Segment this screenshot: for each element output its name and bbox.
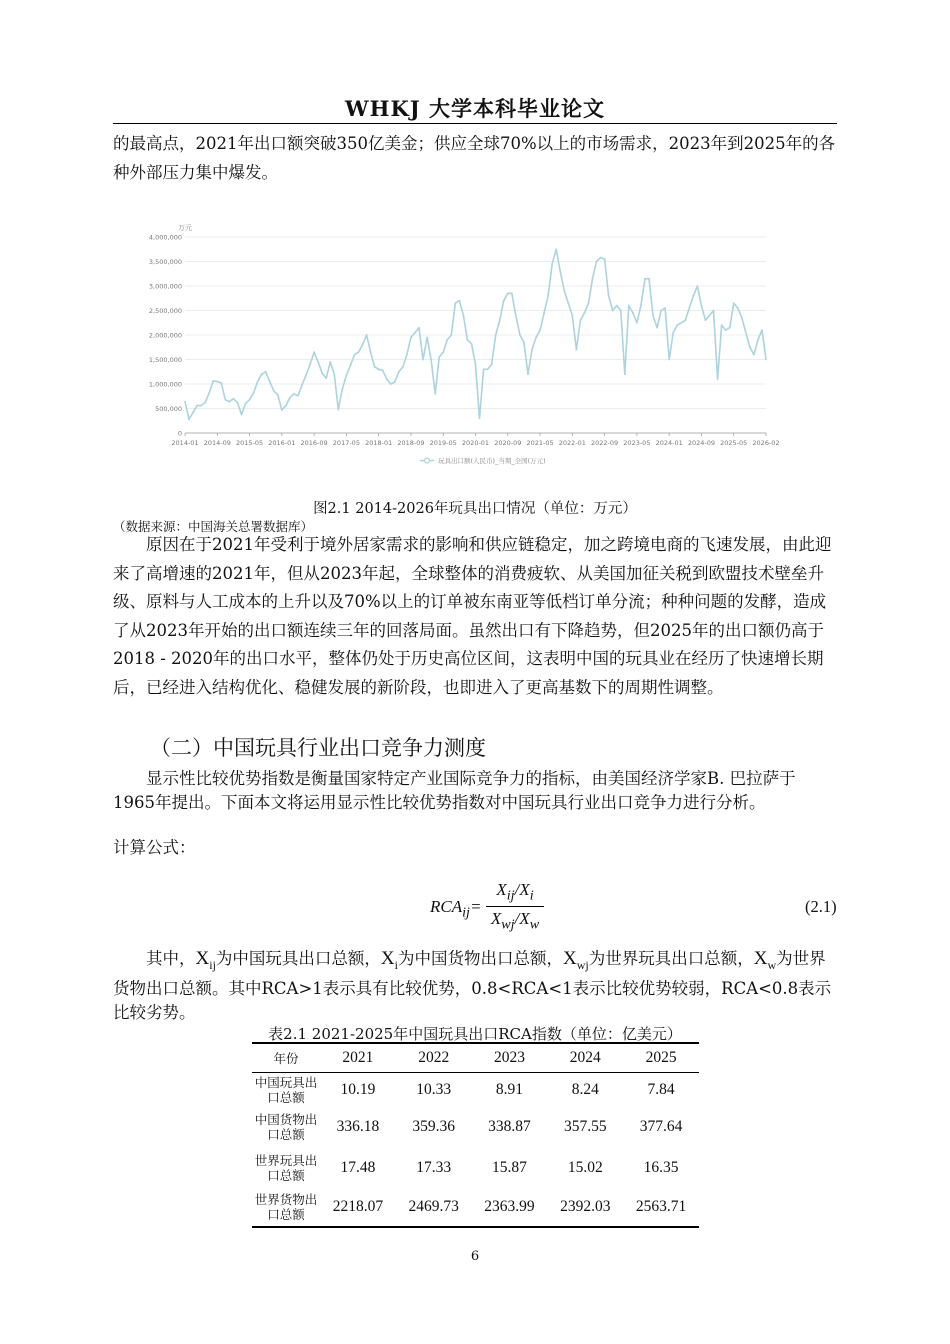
data-point xyxy=(249,399,251,401)
x-tick-label: 2016-09 xyxy=(300,439,328,447)
data-point xyxy=(729,327,731,329)
data-point xyxy=(688,307,690,309)
data-point xyxy=(358,351,360,353)
table-header-cell: 2023 xyxy=(472,1043,548,1073)
data-point xyxy=(398,371,400,373)
data-point xyxy=(406,354,408,356)
data-point xyxy=(309,364,311,366)
data-point xyxy=(652,315,654,317)
data-point xyxy=(733,302,735,304)
data-point xyxy=(527,373,529,375)
data-point xyxy=(362,344,364,346)
data-point xyxy=(551,263,553,265)
page-number: 6 xyxy=(470,1249,480,1264)
y-tick-label: 2,500,000 xyxy=(148,307,182,315)
data-point xyxy=(725,329,727,331)
legend-label: 玩具出口额(人民币)_当期_全国(万元) xyxy=(438,457,546,465)
data-point xyxy=(632,312,634,314)
table-header-cell: 2022 xyxy=(396,1043,472,1073)
x-tick-label: 2016-01 xyxy=(268,439,296,447)
formula-denominator: $X_{wj}/X_w$ xyxy=(490,909,540,933)
data-point xyxy=(531,349,533,351)
data-point xyxy=(390,383,392,385)
paragraph-3: 显示性比较优势指数是衡量国家特定产业国际竞争力的指标，由美国经济学家B. 巴拉萨于1965年提出。下面本文将运用显示性比较优势指数对中国玩具行业出口竞争力进行分析。 xyxy=(113,769,796,812)
table-cell: 10.33 xyxy=(416,1080,452,1098)
table-header-cell: 2024 xyxy=(547,1043,623,1073)
var-xw: $X_w$ xyxy=(753,948,777,972)
data-point xyxy=(378,368,380,370)
row-label: 世界玩具出口总额 xyxy=(254,1152,318,1183)
x-tick-label: 2025-05 xyxy=(720,439,748,447)
data-point xyxy=(471,343,473,345)
data-point xyxy=(430,359,432,361)
data-point xyxy=(507,292,509,294)
data-point xyxy=(341,388,343,390)
table-cell: 359.36 xyxy=(412,1117,455,1135)
data-point xyxy=(668,359,670,361)
formula-lhs-symbol: RCA xyxy=(430,897,463,916)
data-point xyxy=(204,402,206,404)
data-point xyxy=(684,319,686,321)
data-point xyxy=(737,307,739,309)
table-cell: 17.33 xyxy=(416,1158,452,1176)
data-point xyxy=(467,339,469,341)
formula-lhs-sub: ij xyxy=(462,904,470,921)
data-point xyxy=(366,334,368,336)
paragraph-1: 的最高点，2021年出口额突破350亿美金；供应全球70%以上的市场需求，2023年到2025年的各种外部压力集中爆发。 xyxy=(113,134,836,182)
data-point xyxy=(394,381,396,383)
data-point xyxy=(245,403,247,405)
x-tick-label: 2017-05 xyxy=(332,439,360,447)
data-point xyxy=(705,319,707,321)
data-point xyxy=(749,346,751,348)
running-header: WHKJ 大学本科毕业论文 xyxy=(345,96,605,121)
data-point xyxy=(511,292,513,294)
p4-text-4: 为世界货物出口总额。其中RCA>1表示具有比较优势，0.8<RCA<1表示比较优势较弱，RCA<0.8表示比较劣势。 xyxy=(113,949,832,1022)
data-point xyxy=(765,359,767,361)
series-line xyxy=(185,249,766,419)
data-point xyxy=(269,381,271,383)
data-point xyxy=(434,393,436,395)
data-point xyxy=(487,368,489,370)
table-cell: 338.87 xyxy=(488,1117,531,1135)
data-point xyxy=(265,371,267,373)
y-tick-label: 3,500,000 xyxy=(148,258,182,266)
x-tick-label: 2023-05 xyxy=(623,439,651,447)
data-point xyxy=(224,399,226,401)
table-row xyxy=(252,1189,699,1227)
p4-text-2: 为中国货物出口总额， xyxy=(397,949,563,968)
paragraph-4 xyxy=(113,947,837,1024)
formula-equals: = xyxy=(469,897,482,916)
data-point xyxy=(301,384,303,386)
data-point xyxy=(196,405,198,407)
data-point xyxy=(418,327,420,329)
x-tick-label: 2022-09 xyxy=(591,439,619,447)
data-point xyxy=(321,372,323,374)
data-point xyxy=(293,393,295,395)
data-point xyxy=(701,305,703,307)
data-point xyxy=(386,378,388,380)
data-point xyxy=(745,332,747,334)
data-point xyxy=(410,337,412,339)
data-point xyxy=(620,310,622,312)
table-cell: 15.02 xyxy=(567,1158,603,1176)
data-point xyxy=(491,364,493,366)
data-point xyxy=(519,334,521,336)
data-point xyxy=(547,295,549,297)
table-cell: 2469.73 xyxy=(396,1189,472,1227)
data-point xyxy=(458,300,460,302)
data-point xyxy=(261,373,263,375)
data-point xyxy=(713,310,715,312)
table-cell: 8.91 xyxy=(495,1080,524,1098)
data-point xyxy=(462,315,464,317)
data-point xyxy=(523,341,525,343)
data-point xyxy=(257,381,259,383)
data-point xyxy=(220,382,222,384)
data-point xyxy=(567,302,569,304)
data-point xyxy=(192,412,194,414)
section-title: （二）中国玩具行业出口竞争力测度 xyxy=(150,736,486,760)
data-point xyxy=(709,315,711,317)
data-point xyxy=(345,374,347,376)
data-point xyxy=(450,334,452,336)
data-point xyxy=(414,332,416,334)
data-point xyxy=(757,339,759,341)
table-row xyxy=(252,1147,699,1189)
data-point xyxy=(337,409,339,411)
table-header-cell: 2021 xyxy=(320,1043,396,1073)
data-point xyxy=(237,402,239,404)
x-tick-label: 2018-09 xyxy=(397,439,425,447)
table-cell: 336.18 xyxy=(336,1117,380,1135)
chart-svg xyxy=(148,215,780,475)
x-tick-label: 2022-01 xyxy=(558,439,586,447)
data-point xyxy=(208,392,210,394)
data-point xyxy=(297,395,299,397)
y-tick-label: 0 xyxy=(177,429,182,438)
p4-lead: 其中， xyxy=(146,949,196,968)
data-point xyxy=(446,339,448,341)
data-point xyxy=(354,354,356,356)
data-point xyxy=(692,295,694,297)
table-cell: 16.35 xyxy=(643,1158,679,1176)
data-point xyxy=(483,368,485,370)
data-point xyxy=(350,364,352,366)
data-point xyxy=(499,319,501,321)
data-point xyxy=(317,361,319,363)
data-point xyxy=(241,413,243,415)
data-point xyxy=(289,397,291,399)
data-point xyxy=(402,366,404,368)
data-point xyxy=(628,305,630,307)
data-point xyxy=(200,405,202,407)
x-tick-label: 2014-01 xyxy=(171,439,199,447)
table-cell: 2392.03 xyxy=(547,1189,623,1227)
data-point xyxy=(184,401,186,403)
data-point xyxy=(515,315,517,317)
table-cell: 2218.07 xyxy=(320,1189,396,1227)
figure-caption: 图2.1 2014-2026年玩具出口情况（单位：万元） xyxy=(313,501,637,517)
data-point xyxy=(273,390,275,392)
data-point xyxy=(333,373,335,375)
row-label: 世界货物出口总额 xyxy=(252,1189,320,1227)
data-point xyxy=(616,305,618,307)
data-point xyxy=(370,351,372,353)
export-line-chart xyxy=(148,215,780,475)
data-point xyxy=(563,290,565,292)
data-point xyxy=(233,398,235,400)
data-point xyxy=(216,381,218,383)
table-header-row xyxy=(252,1043,699,1073)
data-point xyxy=(454,302,456,304)
data-point xyxy=(503,300,505,302)
y-tick-label: 500,000 xyxy=(155,405,182,413)
table-title: 表2.1 2021-2025年中国玩具出口RCA指数（单位：亿美元） xyxy=(268,1025,682,1043)
legend-marker xyxy=(425,458,430,463)
data-point xyxy=(575,349,577,351)
table-cell: 2363.99 xyxy=(472,1189,548,1227)
table-cell: 377.64 xyxy=(639,1117,683,1135)
data-point xyxy=(644,278,646,280)
data-point xyxy=(741,317,743,319)
table-cell: 2563.71 xyxy=(623,1189,699,1227)
table-cell: 8.24 xyxy=(571,1080,599,1098)
data-point xyxy=(676,324,678,326)
data-point xyxy=(422,359,424,361)
p4-text-3: 为世界玩具出口总额， xyxy=(588,949,754,968)
row-label: 中国玩具出口总额 xyxy=(254,1074,318,1105)
data-point xyxy=(588,302,590,304)
data-point xyxy=(580,319,582,321)
y-tick-label: 4,000,000 xyxy=(148,233,182,242)
data-point xyxy=(664,307,666,309)
table-row xyxy=(252,1107,699,1147)
data-point xyxy=(228,401,230,403)
data-point xyxy=(672,332,674,334)
data-point xyxy=(479,417,481,419)
data-point xyxy=(475,364,477,366)
data-point xyxy=(555,248,557,250)
x-tick-label: 2024-09 xyxy=(687,439,716,447)
data-point xyxy=(584,312,586,314)
data-point xyxy=(604,258,606,260)
data-point xyxy=(559,270,561,272)
x-tick-label: 2015-05 xyxy=(235,439,264,447)
formula-fraction xyxy=(486,880,544,934)
data-point xyxy=(535,337,537,339)
data-point xyxy=(212,380,214,382)
formula-intro: 计算公式： xyxy=(113,838,196,857)
data-point xyxy=(374,366,376,368)
data-point xyxy=(305,374,307,376)
data-point xyxy=(608,295,610,297)
data-point xyxy=(624,373,626,375)
data-point xyxy=(648,278,650,280)
data-point xyxy=(543,312,545,314)
y-tick-label: 2,000,000 xyxy=(148,331,182,340)
table-cell: 10.19 xyxy=(340,1080,376,1098)
data-point xyxy=(442,351,444,353)
y-tick-label: 1,500,000 xyxy=(148,356,182,364)
data-point xyxy=(612,310,614,312)
x-tick-label: 2024-01 xyxy=(655,439,683,447)
data-point xyxy=(660,310,662,312)
data-point xyxy=(539,329,541,331)
data-point xyxy=(277,394,279,396)
x-tick-label: 2018-01 xyxy=(365,439,393,447)
data-point xyxy=(495,334,497,336)
data-point xyxy=(721,324,723,326)
y-axis-unit: 万元 xyxy=(178,224,192,232)
table-header-cell: 年份 xyxy=(252,1043,320,1073)
data-point xyxy=(592,278,594,280)
data-point xyxy=(717,378,719,380)
table-header-cell: 2025 xyxy=(623,1043,699,1073)
table-cell: 15.87 xyxy=(492,1158,527,1176)
row-label: 中国货物出口总额 xyxy=(254,1111,318,1142)
data-point xyxy=(761,329,763,331)
rca-table xyxy=(252,1042,699,1228)
x-tick-label: 2026-02 xyxy=(752,439,780,447)
x-tick-label: 2020-01 xyxy=(461,439,490,447)
data-point xyxy=(329,361,331,363)
data-point xyxy=(253,392,255,394)
var-xij: $X_{ij}$ xyxy=(195,948,216,972)
data-point xyxy=(382,369,384,371)
data-point xyxy=(640,305,642,307)
data-point xyxy=(325,377,327,379)
x-tick-label: 2020-09 xyxy=(494,439,522,447)
p4-text-1: 为中国玩具出口总额， xyxy=(215,949,381,968)
x-tick-label: 2019-05 xyxy=(429,439,457,447)
data-point xyxy=(285,405,287,407)
formula-lhs xyxy=(430,897,481,921)
data-point xyxy=(571,315,573,317)
y-tick-label: 3,000,000 xyxy=(148,282,182,291)
data-point xyxy=(281,409,283,411)
x-tick-label: 2021-05 xyxy=(526,439,554,447)
data-point xyxy=(680,322,682,324)
figure-source: （数据来源：中国海关总署数据库） xyxy=(113,519,314,534)
data-point xyxy=(438,356,440,358)
data-point xyxy=(697,285,699,287)
header-rule xyxy=(113,123,837,124)
x-tick-label: 2014-09 xyxy=(203,439,231,447)
data-point xyxy=(753,354,755,356)
formula-number: (2.1) xyxy=(805,897,837,916)
data-point xyxy=(600,257,602,259)
table-cell: 7.84 xyxy=(647,1080,675,1098)
table-cell: 17.48 xyxy=(340,1158,376,1176)
table-cell: 357.55 xyxy=(563,1117,607,1135)
paragraph-2: 原因在于2021年受利于境外居家需求的影响和供应链稳定，加之跨境电商的飞速发展，由此迎来了高增速的2021年，但从2023年起，全球整体的消费疲软、从美国加征关税到欧盟技术壁垒升级、原料与人工成本的上升以及70%以上的订单被东南亚等低档订单分流；种种问题的发酵，造成了从2023年开始的出口额连续三年的回落局面。虽然出口有下降趋势，但2025年的出口额仍高于2018 - 2020年的出口水平，整体仍处于历史高位区间，这表明中国的玩具业在经历了快速增长期后，已经进入结构优化、稳健发展的新阶段，也即进入了更高基数下的周期性调整。 xyxy=(113,535,832,697)
data-point xyxy=(426,337,428,339)
var-xwj: $X_{wj}$ xyxy=(562,948,589,972)
data-point xyxy=(636,322,638,324)
data-point xyxy=(188,418,190,420)
y-tick-label: 1,000,000 xyxy=(148,380,182,389)
var-xi: $X_i$ xyxy=(380,948,398,972)
table-row xyxy=(252,1073,699,1107)
data-point xyxy=(596,261,598,263)
data-point xyxy=(313,351,315,353)
formula-numerator: $X_{ij}/X_i$ xyxy=(486,880,544,907)
data-point xyxy=(656,327,658,329)
